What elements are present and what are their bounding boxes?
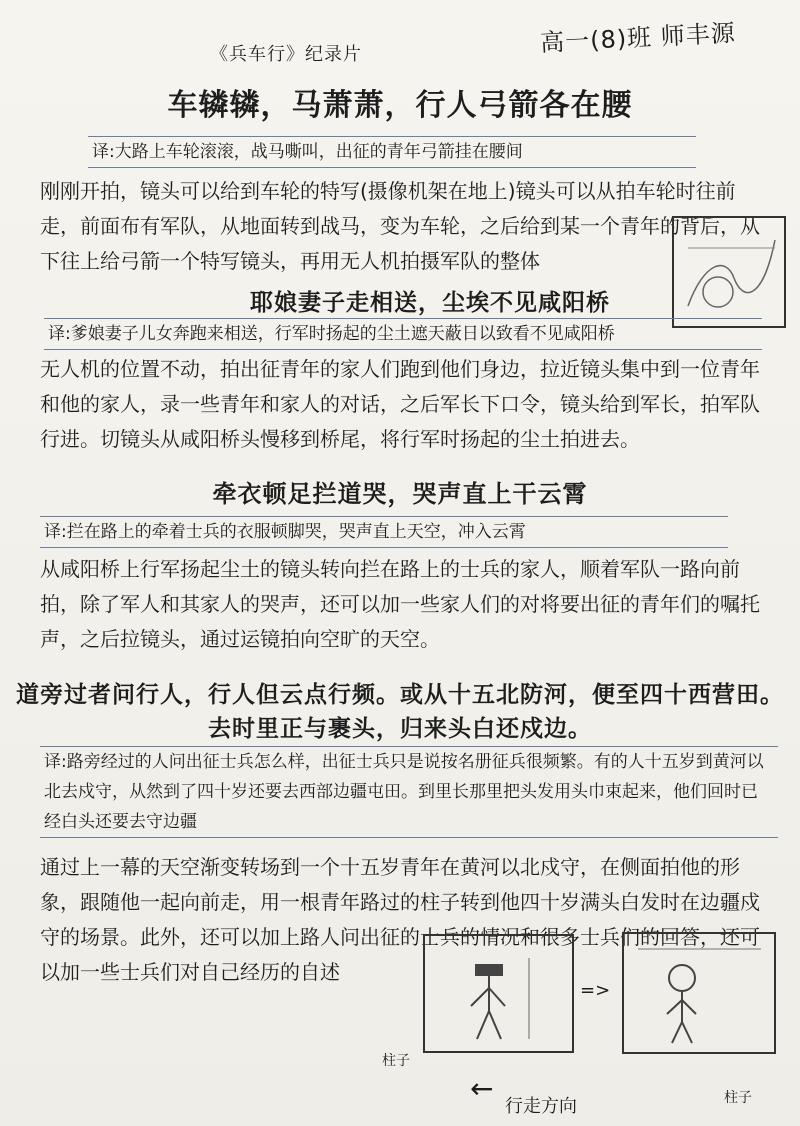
storyboard-frame-right	[622, 932, 776, 1054]
document-title: 《兵车行》纪录片	[210, 44, 362, 65]
section-4-heading-line-1: 道旁过者问行人，行人但云点行频。或从十五北防河，便至四十西营田。	[16, 682, 784, 708]
section-3-note: 译:拦在路上的牵着士兵的衣服顿脚哭，哭声直上天空，冲入云霄	[40, 516, 728, 548]
walking-direction-label: 行走方向	[505, 1096, 577, 1117]
section-1-paragraph: 刚刚开拍，镜头可以给到车轮的特写(摄像机架在地上)镜头可以从拍车轮时往前走，前面布有军队，从地面转到战马，变为车轮，之后给到某一个青年的背后，从下往上给弓箭一个特写镜头，再用无人机拍摄军队的整体	[40, 179, 760, 273]
storyboard-frame-left	[423, 934, 574, 1053]
section-2-paragraph: 无人机的位置不动，拍出征青年的家人们跑到他们身边，拉近镜头集中到一位青年和他的家人，录一些青年和家人的对话，之后军长下口令，镜头给到军长，拍军队行进。切镜头从咸阳桥头慢移到桥尾，将行军时扬起的尘土拍进去。	[40, 357, 760, 451]
sketch-label-left: 柱子	[382, 1053, 410, 1069]
section-4-paragraph: 通过上一幕的天空渐变转场到一个十五岁青年在黄河以北戍守，在侧面拍他的形象，跟随他一起向前走，用一根青年路过的柱子转到他四十岁满头白发时在边疆戍守的场景。此外，还可以加上路人问出征的士兵的情况和很多士兵们的回答，还可以加一些士兵们对自己经历的自述	[40, 855, 760, 984]
class-and-author: 高一(8)班 师丰源	[539, 18, 737, 58]
section-3-paragraph: 从咸阳桥上行军扬起尘土的镜头转向拦在路上的士兵的家人，顺着军队一路向前拍，除了军人和其家人的哭声，还可以加一些家人们的对将要出征的青年们的嘱托声，之后拉镜头，通过运镜拍向空旷的天空。	[40, 557, 760, 651]
section-2-note: 译:爹娘妻子儿女奔跑来相送，行军时扬起的尘土遮天蔽日以致看不见咸阳桥	[44, 318, 762, 350]
section-1-heading: 车辚辚，马萧萧，行人弓箭各在腰	[167, 88, 633, 123]
section-1-note: 译:大路上车轮滚滚，战马嘶叫，出征的青年弓箭挂在腰间	[88, 136, 696, 168]
direction-arrow: ←	[470, 1072, 494, 1105]
section-4-note: 译:路旁经过的人问出征士兵怎么样，出征士兵只是说按名册征兵很频繁。有的人十五岁到黄河以北去戍守，从然到了四十岁还要去西部边疆屯田。到里长那里把头发用头巾束起来，他们回时已经白头还要去守边疆	[40, 746, 778, 838]
sketch-figure-left	[425, 936, 572, 1051]
section-4-heading-line-2: 去时里正与裹头，归来头白还戍边。	[208, 716, 592, 742]
section-3-heading: 牵衣顿足拦道哭，哭声直上干云霄	[212, 480, 588, 508]
sketch-figure-right	[624, 934, 774, 1052]
sketch-label-right: 柱子	[724, 1090, 752, 1106]
transition-arrow: =>	[580, 980, 611, 1001]
section-2-heading: 耶娘妻子走相送，尘埃不见咸阳桥	[250, 290, 610, 316]
